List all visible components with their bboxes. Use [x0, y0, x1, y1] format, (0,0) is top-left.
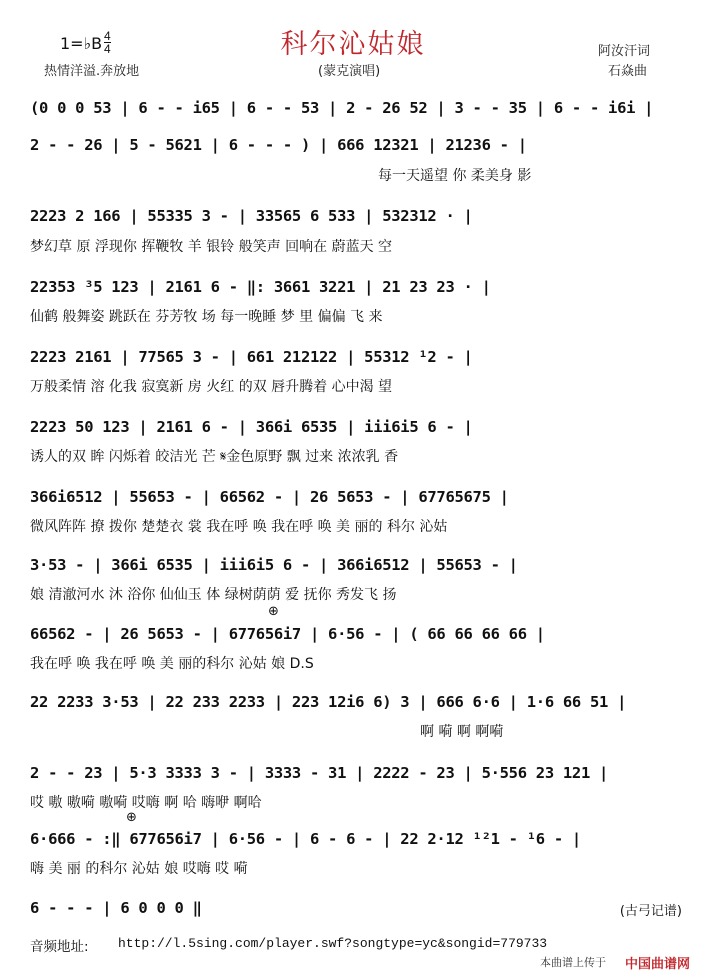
score-row-13-notes: 6 - - - | 6 0 0 0 ‖ [30, 899, 202, 917]
score-row-3-lyrics: 梦幻草 原 浮现你 挥鞭牧 羊 银铃 般笑声 回响在 蔚蓝天 空 [30, 239, 393, 255]
score-row-3-notes: 2223 2 166 | 55335 3 - | 33565 6 533 | 532312 · | [30, 207, 473, 225]
song-title: 科尔沁姑娘 [280, 29, 426, 60]
score-row-11-lyrics: 哎 嗷 嗷嗬 嗷嗬 哎嗨 啊 哈 嗨咿 啊哈 [30, 795, 262, 811]
lyricist-credit: 阿汝汗词 [598, 44, 651, 59]
score-row-4-notes: 22353 ³5 123 | 2161 6 - ‖: 3661 3221 | 21 23 23 · | [30, 278, 491, 296]
upload-note: 本曲谱上传于 [540, 956, 606, 969]
time-signature-bottom: 4 [104, 42, 111, 56]
score-row-2-lyrics: 每一天遥望 你 柔美身 影 [378, 168, 532, 184]
audio-label: 音频地址: [30, 939, 89, 955]
score-row-11-notes: 2 - - 23 | 5·3 3333 3 - | 3333 - 31 | 2222 - 23 | 5·556 23 121 | [30, 764, 609, 782]
transcriber-credit: (古弓记谱) [619, 904, 682, 919]
time-signature [104, 30, 111, 55]
coda-sign-icon: ⊕ [126, 810, 137, 825]
coda-sign-icon: ⊕ [268, 604, 279, 619]
score-row-10-lyrics: 啊 嗬 啊 啊嗬 [420, 724, 504, 740]
score-row-12-notes: 6·666 - :‖ 677656i7 | 6·56 - | 6 - 6 - | 22 2·12 ¹²1 - ¹6 - | [30, 830, 581, 848]
score-row-4-lyrics: 仙鹤 般舞姿 跳跃在 芬芳牧 场 每一晚睡 梦 里 偏偏 飞 来 [30, 309, 383, 325]
key-signature: 1=♭B [60, 34, 103, 53]
composer-credit: 石焱曲 [608, 64, 648, 79]
time-signature-top: 4 [104, 29, 111, 43]
site-logo[interactable]: 中国曲谱网 [624, 956, 690, 971]
score-row-2-notes: 2 - - 26 | 5 - 5621 | 6 - - - ) | 666 12321 | 21236 - | [30, 136, 527, 154]
score-row-7-notes: 366i6512 | 55653 - | 66562 - | 26 5653 - | 67765675 | [30, 488, 509, 506]
score-row-8-lyrics: 娘 清澈河水 沐 浴你 仙仙玉 体 绿树荫荫 爱 抚你 秀发飞 扬 [30, 587, 397, 603]
expression-marking: 热情洋溢.奔放地 [44, 64, 140, 79]
score-row-5-lyrics: 万般柔情 溶 化我 寂寞新 房 火红 的双 唇升腾着 心中渴 望 [30, 379, 393, 395]
score-row-8-notes: 3·53 - | 366i 6535 | iii6i5 6 - | 366i6512 | 55653 - | [30, 556, 518, 574]
audio-url-link[interactable]: http://l.5sing.com/player.swf?songtype=yc&songid=779733 [118, 936, 548, 951]
score-row-9-lyrics: 我在呼 唤 我在呼 唤 美 丽的科尔 沁姑 娘 D.S [30, 656, 314, 672]
score-row-7-lyrics: 微风阵阵 撩 拨你 楚楚衣 裳 我在呼 唤 我在呼 唤 美 丽的 科尔 沁姑 [30, 519, 448, 535]
score-row-9-notes: 66562 - | 26 5653 - | 677656i7 | 6·56 - | ( 66 66 66 66 | [30, 625, 545, 643]
score-row-10-notes: 22 2233 3·53 | 22 233 2233 | 223 12i6 6) 3 | 666 6·6 | 1·6 66 51 | [30, 693, 627, 711]
score-row-5-notes: 2223 2161 | 77565 3 - | 661 212122 | 55312 ¹2 - | [30, 348, 473, 366]
singer-credit: (蒙克演唱) [318, 64, 381, 79]
score-row-6-notes: 2223 50 123 | 2161 6 - | 366i 6535 | iii6i5 6 - | [30, 418, 473, 436]
score-row-12-lyrics: 嗨 美 丽 的科尔 沁姑 娘 哎嗨 哎 嗬 [30, 861, 248, 877]
score-row-1-notes: (0 0 0 53 | 6 - - i65 | 6 - - 53 | 2 - 26 52 | 3 - - 35 | 6 - - i6i | [30, 99, 654, 117]
score-row-6-lyrics: 诱人的双 眸 闪烁着 皎洁光 芒 𝄋金色原野 飘 过来 浓浓乳 香 [30, 449, 399, 465]
